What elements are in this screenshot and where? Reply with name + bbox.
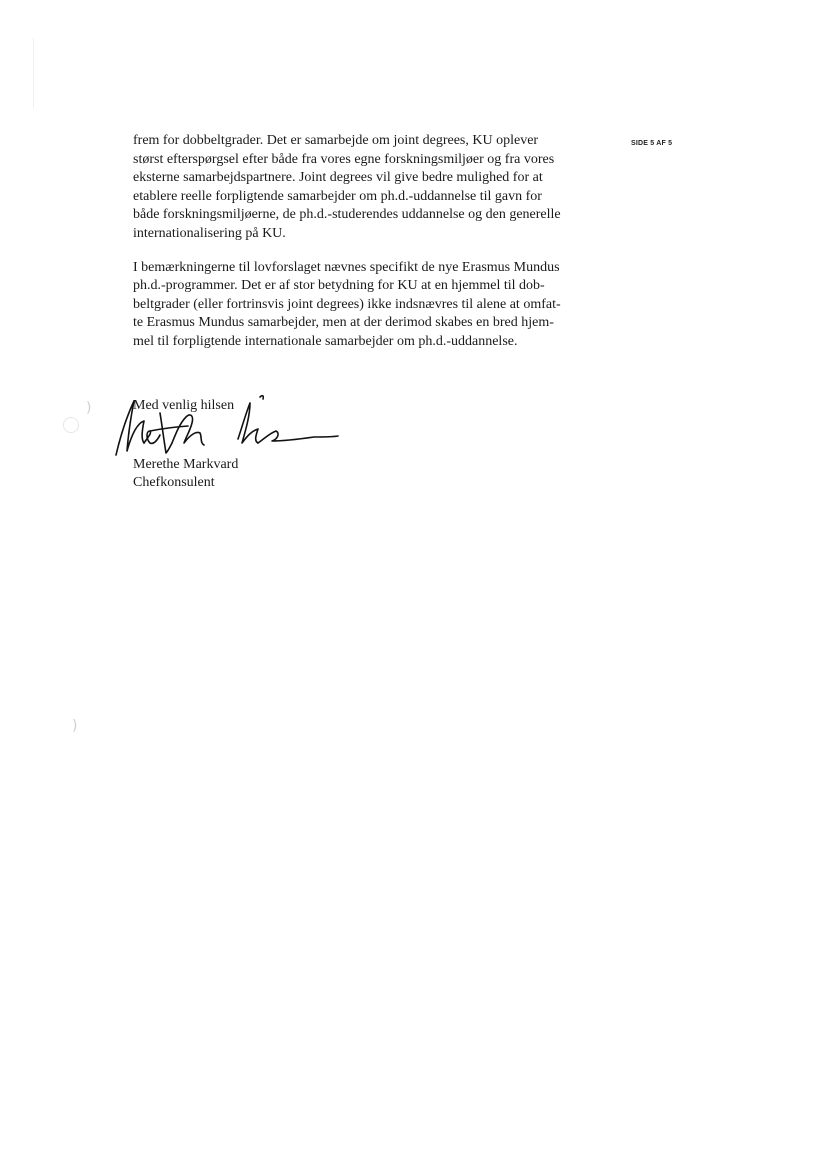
- page-indicator: SIDE 5 AF 5: [631, 140, 673, 147]
- punch-hole-mark: [63, 417, 79, 433]
- paragraph-2: [133, 259, 593, 352]
- text-line: ph.d.-programmer. Det er af stor betydning for KU at en hjemmel til dob-: [133, 278, 545, 294]
- text-line: mel til forpligtende internationale samarbejder om ph.d.-uddannelse.: [133, 333, 518, 349]
- paragraph-1: [133, 132, 593, 244]
- text-line: etablere reelle forpligtende samarbejder om ph.d.-uddannelse til gavn for: [133, 188, 542, 204]
- text-line: eksterne samarbejdspartnere. Joint degrees vil give bedre mulighed for at: [133, 170, 543, 186]
- letter-body: [133, 132, 593, 352]
- text-line: størst efterspørgsel efter både fra vores egne forskningsmiljøer og fra vores: [133, 151, 555, 167]
- sender-name: Merethe Markvard: [133, 457, 239, 472]
- scan-margin-line: [33, 38, 34, 108]
- text-line: frem for dobbeltgrader. Det er samarbejde om joint degrees, KU oplever: [133, 133, 539, 148]
- sender-title: Chefkonsulent: [133, 475, 215, 490]
- text-line: internationalisering på KU.: [133, 225, 286, 241]
- text-line: te Erasmus Mundus samarbejder, men at der derimod skabes en bred hjem-: [133, 315, 554, 331]
- paragraph-spacer: [133, 244, 593, 259]
- text-line: beltgrader (eller fortrinsvis joint degrees) ikke indsnævres til alene at omfat-: [133, 296, 561, 312]
- text-line: I bemærkningerne til lovforslaget nævnes specifikt de nye Erasmus Mundus: [133, 259, 560, 275]
- closing-salutation: Med venlig hilsen: [133, 398, 235, 413]
- text-line: både forskningsmiljøerne, de ph.d.-studerendes uddannelse og den generelle: [133, 207, 561, 223]
- sender-block: [133, 456, 238, 492]
- scan-artifact-mark: ): [86, 400, 92, 416]
- scan-artifact-mark: ): [72, 718, 78, 734]
